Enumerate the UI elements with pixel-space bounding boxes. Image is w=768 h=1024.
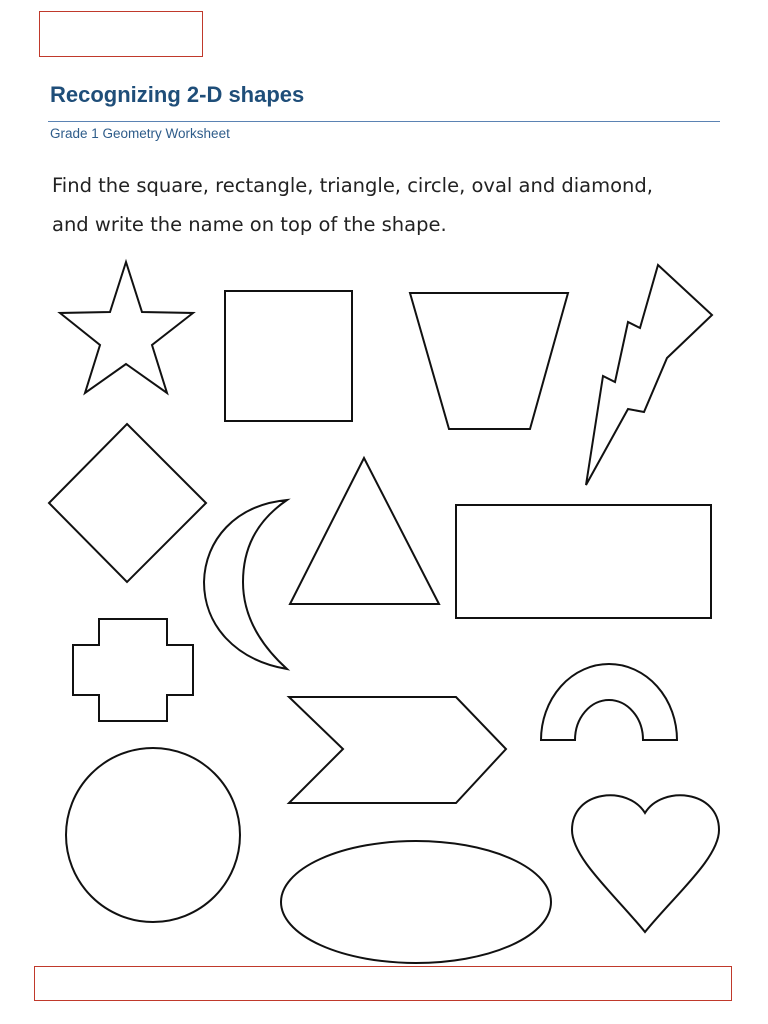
- instructions-line-2: and write the name on top of the shape.: [52, 213, 447, 236]
- heart-shape: [572, 795, 719, 932]
- diamond-shape: [49, 424, 206, 582]
- crescent-shape: [204, 500, 287, 669]
- arrow-shape: [289, 697, 506, 803]
- instructions-line-1: Find the square, rectangle, triangle, circle, oval and diamond,: [52, 174, 653, 197]
- trapezoid-shape: [410, 293, 568, 429]
- arch-shape: [541, 664, 677, 740]
- cross-shape: [73, 619, 193, 721]
- square-shape: [225, 291, 352, 421]
- rectangle-shape: [456, 505, 711, 618]
- lightning-bolt-shape: [586, 265, 712, 485]
- circle-shape: [66, 748, 240, 922]
- footer-box: [34, 966, 732, 1001]
- page-subtitle: Grade 1 Geometry Worksheet: [50, 126, 230, 141]
- oval-shape: [281, 841, 551, 963]
- page-title: Recognizing 2-D shapes: [50, 82, 305, 107]
- triangle-shape: [290, 458, 439, 604]
- star-shape: [60, 262, 193, 393]
